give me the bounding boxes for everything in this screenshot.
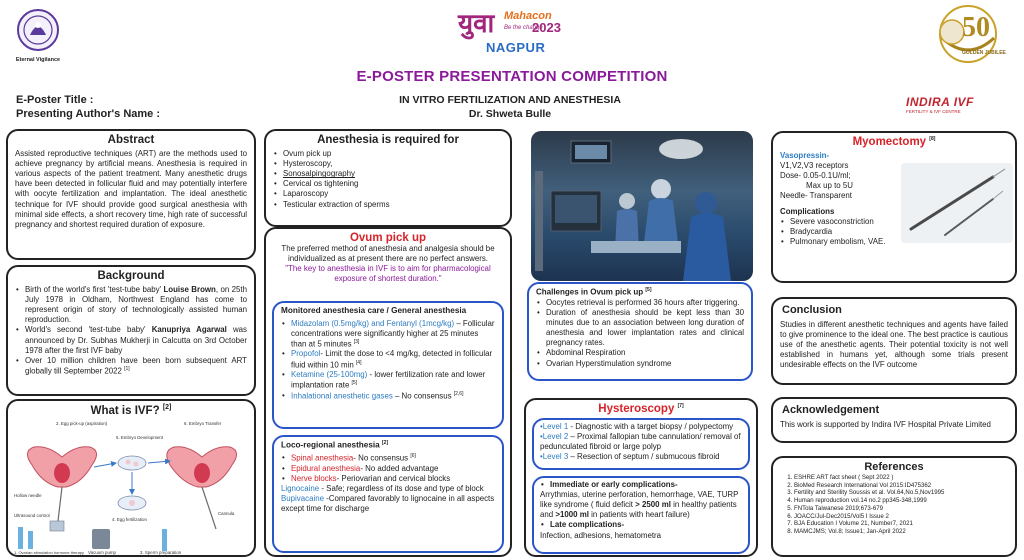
ovum-pickup-intro: The preferred method of anesthesia and analgesia should be individualized as at present there are no perfect answers. — [281, 244, 495, 264]
background-box — [6, 265, 256, 396]
myomectomy-line: Dose- 0.05-0.1U/ml; — [780, 171, 851, 181]
myomectomy-line: V1,V2,V3 receptors — [780, 161, 849, 171]
anesthesia-required-box — [264, 129, 512, 227]
event-tagline: Be the change — [504, 25, 543, 31]
loco-heading: Loco-regional anesthesia [2] — [281, 440, 389, 450]
myomectomy-box — [771, 131, 1017, 283]
title-label: E-Poster Title : — [16, 94, 94, 106]
vasopressin-label: Vasopressin- — [780, 151, 830, 160]
list-item: • Severe vasoconstriction — [780, 217, 1008, 227]
myomectomy-complications-heading: Complications — [780, 206, 835, 216]
diagram-label: 5. Embryo Development — [116, 435, 164, 440]
challenges-heading: Challenges in Ovum pick up [5] — [536, 287, 652, 297]
list-item: 3. Fertility and Sterility Soussis et al. Vol.64,No.5,Nov1995 — [794, 489, 1008, 497]
list-item: • Ovum pick up — [273, 149, 503, 159]
myomectomy-line: Max up to 5U — [806, 181, 853, 191]
list-item: • Abdominal Respiration — [536, 348, 744, 358]
society-emblem-icon — [14, 8, 62, 52]
lignocaine-line: Lignocaine - Safe; regardless of its dose and type of block — [281, 484, 484, 494]
abstract-heading: Abstract — [107, 134, 155, 146]
list-item: • Hysteroscopy, — [273, 159, 503, 169]
list-item: 7. BJA Education I Volume 21, Number7, 2021 — [794, 520, 1008, 528]
abstract-text: Assisted reproductive techniques (ART) are the methods used to achieve pregnancy by artificial means. Anesthesia is required in various aspects of the patient treatment. Many anesthetic drugs have been detected in follicular fluid and may potentially interfere with oocyte fertilization and implantation. The ideal anesthetic technique for IVF should provide good surgical anesthesia with minimal side effects, a short recovery time, high rate of successful pregnancy and shortest required duration of exposure. — [15, 149, 247, 229]
sponsor-name: INDIRA IVF — [906, 95, 974, 109]
ovum-pickup-heading: Ovum pick up — [349, 232, 427, 244]
hysteroscopy-heading: Hysteroscopy [7] — [598, 403, 684, 415]
conclusion-box — [771, 297, 1017, 385]
late-complications-text: Infection, adhesions, hematometra — [540, 530, 662, 540]
diagram-label: Cannula — [218, 511, 235, 516]
jubilee-number: 50 — [962, 12, 990, 43]
ovum-pickup-quote: "The key to anesthesia in IVF is to aim for pharmacological exposure of shortest duration." — [285, 264, 491, 284]
list-item: • Sonosalpingography — [273, 169, 503, 179]
loco-regional-box — [272, 435, 504, 553]
ivf-process-diagram — [12, 417, 252, 555]
hysteroscopy-box — [524, 398, 758, 557]
list-item: 4. Human reproduction vol.14 no.2 pp345-348,1999 — [794, 497, 1008, 505]
diagram-label: Hollow needle — [14, 493, 42, 498]
list-item: • Oocytes retrieval is performed 36 hours after triggering. — [536, 298, 744, 308]
monitored-heading: Monitored anesthesia care / General anesthesia — [281, 306, 467, 315]
surgery-scene-illustration — [531, 131, 753, 281]
hysteroscopy-level: •Level 2 – Proximal fallopian tube cannulation/ removal of pedunculated fibroid or large polyp — [540, 432, 741, 452]
list-item: • Birth of the world's first 'test-tube baby' Louise Brown, on 25th July 1978 in Oldham, Northwest England has come to represent origin of story of technologically assisted human reproduction. — [15, 285, 247, 325]
conclusion-text: Studies in different anesthetic techniques and agents have failed to give prominence to the ideal one. The best practice is cautious use of the anesthetic agents. Their potential toxicity is not well established in humans yet, although some trials present undesirable effects on the IVF outcome — [780, 320, 1008, 370]
event-name: Mahacon — [504, 10, 552, 22]
references-box — [771, 456, 1017, 557]
competition-title: E-POSTER PRESENTATION COMPETITION — [356, 68, 668, 85]
event-hindi: युवा — [458, 9, 495, 39]
myomectomy-line: Needle- Transparent — [780, 191, 852, 201]
jubilee-caption: GOLDEN JUBILEE — [962, 50, 1006, 56]
list-item: 6. JOACC/Jul-Dec2015/Vol5 I Issue 2 — [794, 513, 1008, 521]
bupivacaine-line: Bupivacaine -Compared favorably to lignocaine in all aspects except time for discharge — [281, 494, 495, 514]
diagram-label: Ultrasound control — [14, 513, 50, 518]
poster-title: IN VITRO FERTILIZATION AND ANESTHESIA — [399, 94, 621, 106]
what-is-ivf-box — [6, 399, 256, 557]
monitored-list — [281, 319, 495, 402]
list-item: • Midazolam (0.5mg/kg) and Fentanyl (1mcg/kg) – Follicular concentrations were significantly higher at 25 minutes than at 5 minutes [3] — [281, 319, 495, 350]
list-item: • Ketamine (25-100mg) - lower fertilization rate and lower implantation rate [5] — [281, 370, 495, 391]
diagram-label: 1. Ovarian stimulation hormone therapy — [14, 550, 85, 555]
challenges-box — [527, 282, 753, 381]
sponsor-logo — [906, 95, 1012, 114]
background-heading: Background — [97, 270, 165, 282]
anesthesia-required-heading: Anesthesia is required for — [317, 134, 459, 146]
author-name: Dr. Shweta Bulle — [468, 108, 552, 120]
monitored-anesthesia-box — [272, 301, 504, 429]
complications-box — [532, 476, 750, 554]
diagram-label: 4. Egg fertilization — [112, 517, 147, 522]
what-is-ivf-heading: What is IVF? [2] — [90, 404, 172, 417]
challenges-list — [536, 298, 744, 369]
golden-jubilee-logo — [922, 2, 1014, 66]
list-item: • Bradycardia — [780, 227, 1008, 237]
operating-room-photo — [531, 131, 753, 281]
list-item: • Cervical os tightening — [273, 179, 503, 189]
event-logo — [446, 4, 576, 66]
hysteroscopy-level: •Level 3 – Resection of septum / submucous fibroid — [540, 452, 720, 462]
acknowledgement-heading: Acknowledgement — [782, 404, 880, 416]
list-item: • Inhalational anesthetic gases – No consensus [2,6] — [281, 391, 495, 402]
abstract-box — [6, 129, 256, 260]
left-logo-caption: Eternal Vigilance — [15, 57, 61, 63]
author-label: Presenting Author's Name : — [16, 108, 161, 120]
hysteroscopy-levels-box — [532, 418, 750, 470]
list-item: • Propofol- Limit the dose to <4 mg/kg, detected in follicular fluid within 10 min [4] — [281, 349, 495, 370]
event-city: NAGPUR — [486, 40, 546, 55]
list-item: • Pulmonary embolism, VAE. — [780, 237, 1008, 247]
list-item: • Nerve blocks- Periovarian and cervical blocks — [281, 474, 495, 484]
complications-heading: • Immediate or early complications- — [540, 480, 742, 490]
list-item: • Duration of anesthesia should be kept less than 30 minutes due to an association between long duration of anesthesia and lower implantation rates and clinical pregnancy rates. — [536, 308, 744, 348]
needle-illustration — [901, 163, 1013, 243]
diagram-label: 2. Egg pick-up (aspiration) — [56, 421, 108, 426]
diagram-label: 6. Embryo Transfer — [184, 421, 222, 426]
list-item: 2. BioMed Research International Vol 2015:ID475362 — [794, 482, 1008, 490]
references-list — [780, 474, 1008, 536]
late-complications-heading: • Late complications- — [540, 520, 742, 530]
list-item: • Over 10 million children have been born subsequent ART globally till September 2022 [1] — [15, 356, 247, 377]
event-year: 2023 — [532, 20, 561, 35]
anesthesia-required-list — [273, 149, 503, 210]
list-item: • World's second 'test-tube baby' Kanupriya Agarwal was announced by Dr. Subhas Mukherji in Calcutta on 3rd October 1978 after the first IVF baby — [15, 325, 247, 355]
list-item: • Epidural anesthesia- No added advantage — [281, 464, 495, 474]
list-item: 1. ESHRE ART fact sheet ( Sept 2022 ) — [794, 474, 1008, 482]
list-item: • Ovarian Hyperstimulation syndrome — [536, 359, 744, 369]
acknowledgement-text: This work is supported by Indira IVF Hospital Private Limited — [780, 420, 991, 429]
loco-list — [281, 453, 495, 484]
myomectomy-heading: Myomectomy [8] — [852, 136, 936, 148]
background-list — [15, 285, 247, 377]
ovum-pickup-box — [264, 227, 512, 557]
left-logo — [14, 8, 62, 68]
list-item: • Testicular extraction of sperms — [273, 200, 503, 210]
conclusion-heading: Conclusion — [782, 304, 842, 316]
hysteroscopy-level: •Level 1 - Diagnostic with a target biopsy / polypectomy — [540, 422, 734, 431]
list-item: • Spinal anesthesia- No consensus [6] — [281, 453, 495, 464]
sponsor-sub: FERTILITY & IVF CENTRE — [906, 109, 961, 114]
diagram-label: 3. Sperm preparation — [140, 550, 182, 555]
list-item: 8. MAMCJMS; Vol.8; Issue1; Jan-April 2022 — [794, 528, 1008, 536]
list-item: • Laparoscopy — [273, 189, 503, 199]
references-heading: References — [864, 461, 924, 473]
complications-text: Arrythmias, uterine perforation, hemorrhage, VAE, TURP like syndrome ( fluid deficit > 2500 ml in healthy patients and >1000 ml in patients with heart failure) — [540, 490, 739, 520]
list-item: 5. FNTola Taiwanese 2019;673-679 — [794, 505, 1008, 513]
acknowledgement-box — [771, 397, 1017, 443]
diagram-label: Vacuum pump — [88, 550, 116, 555]
